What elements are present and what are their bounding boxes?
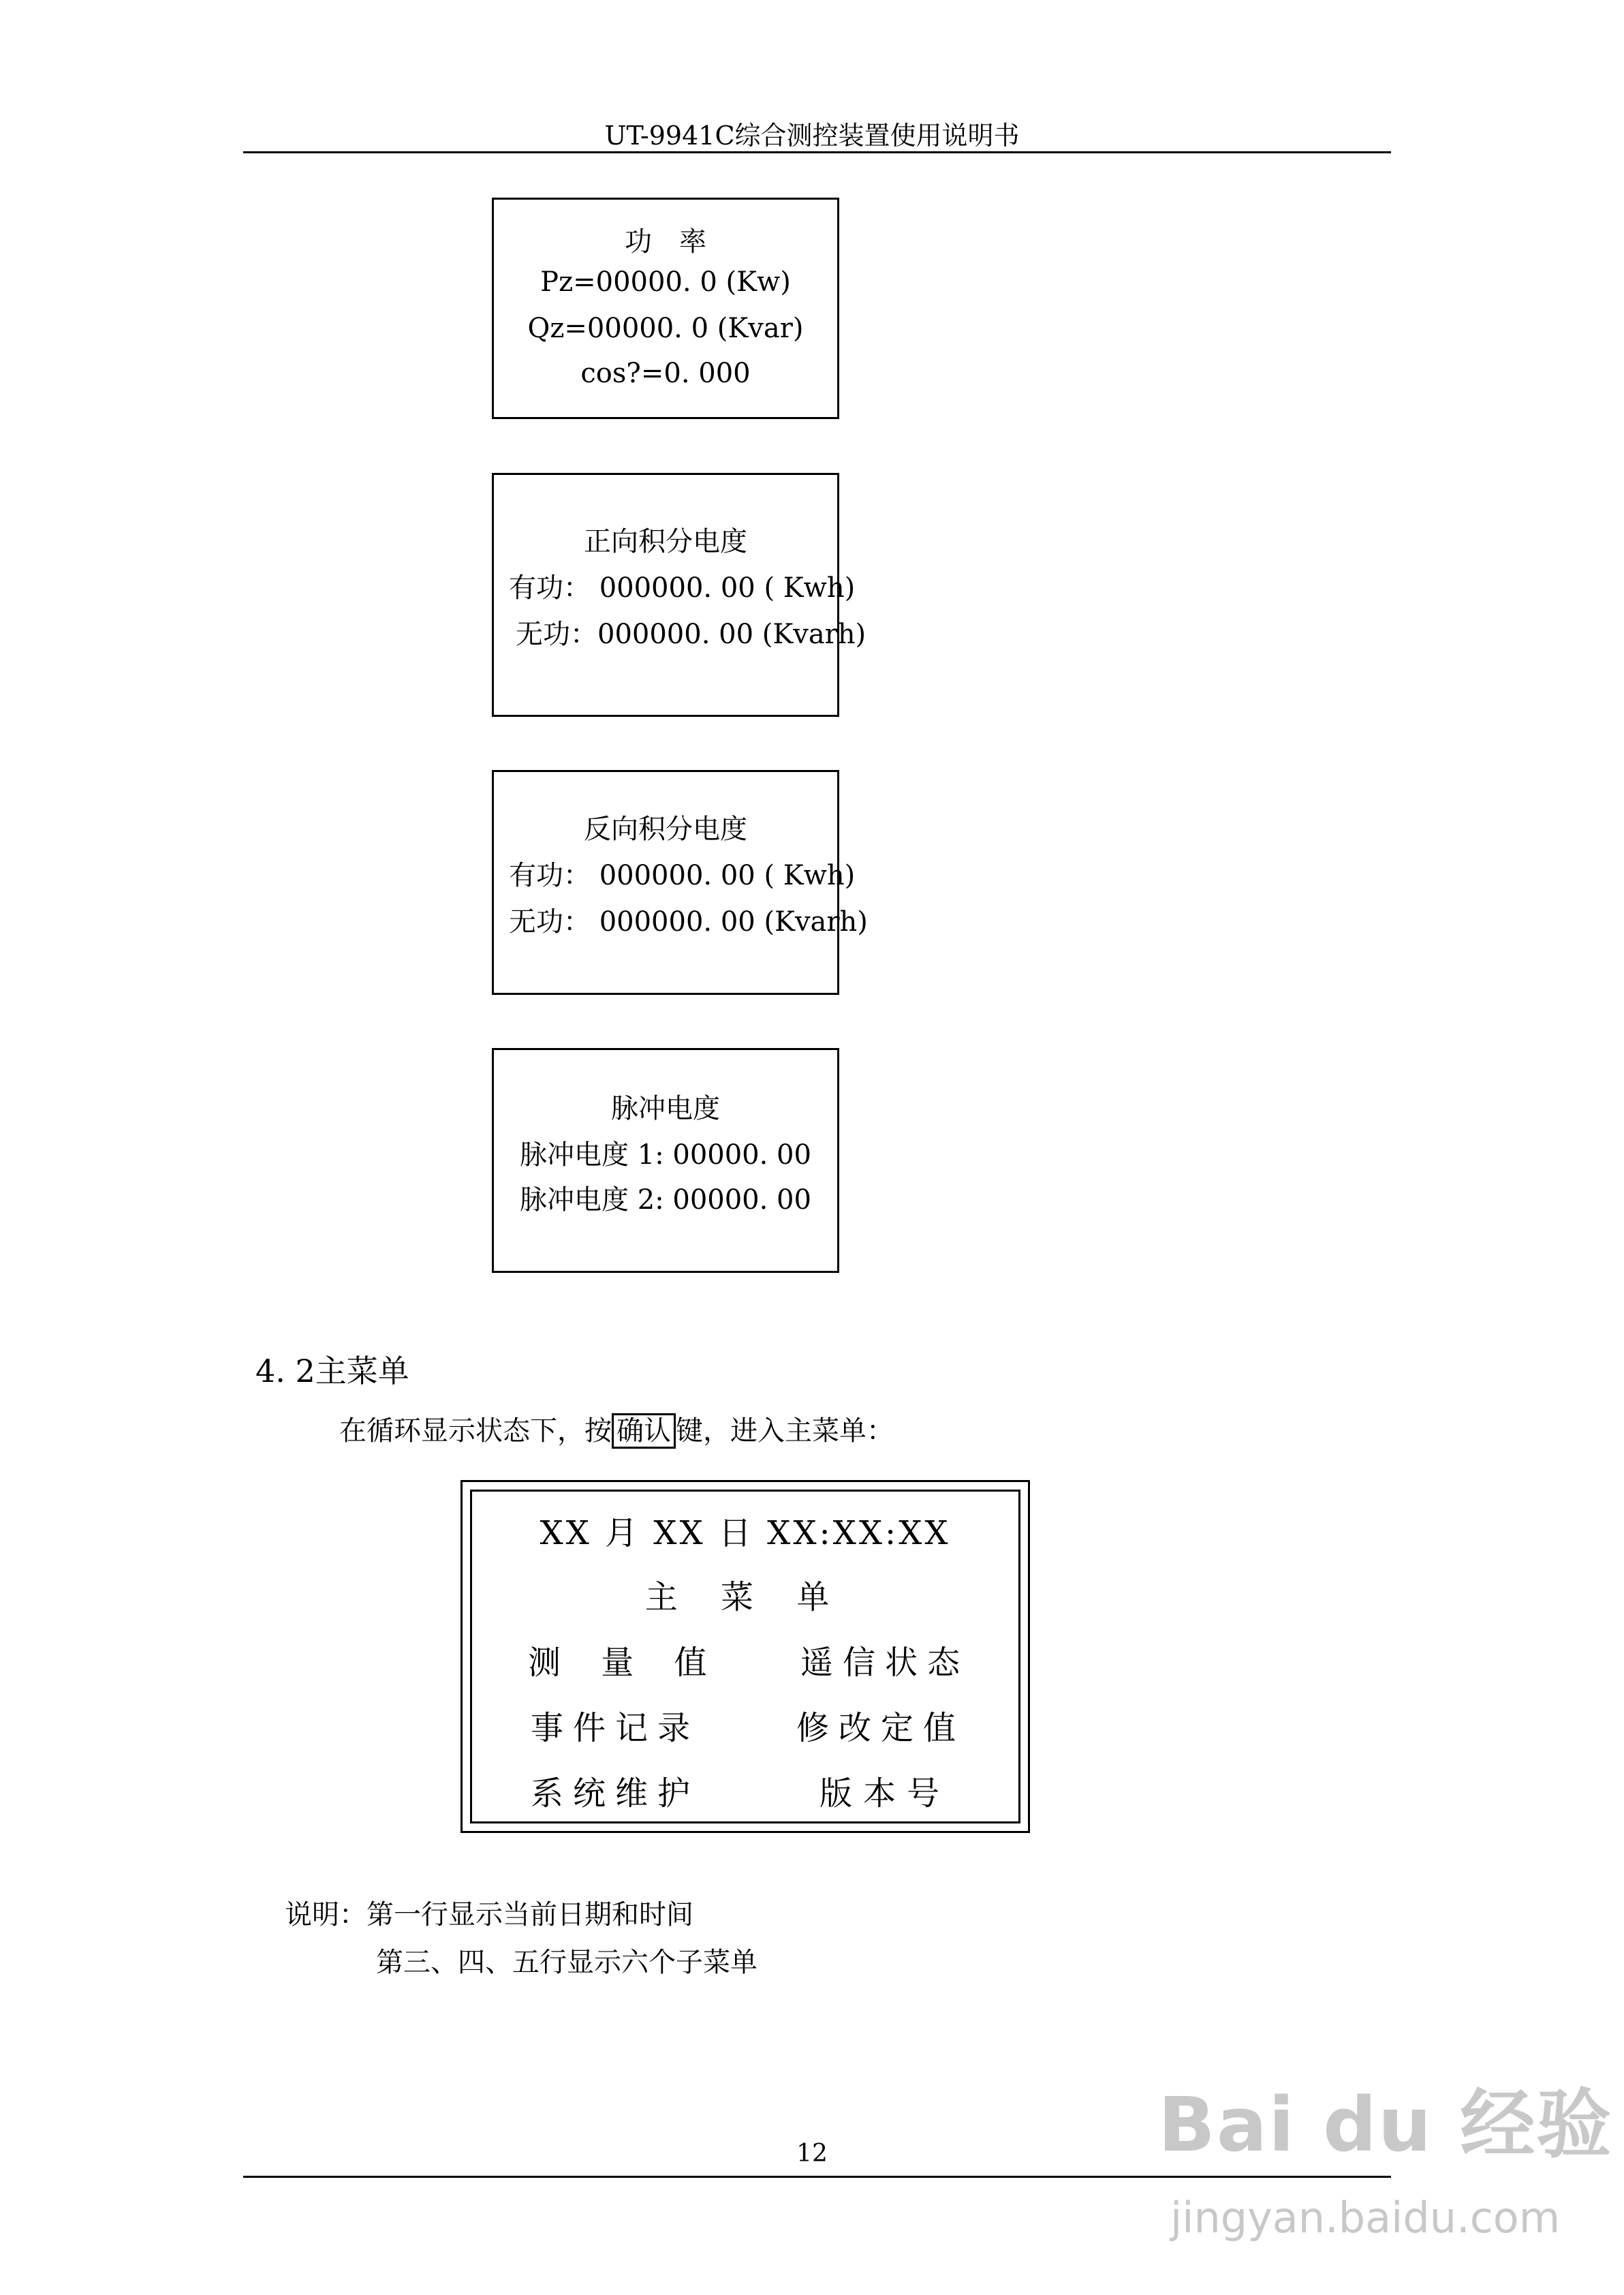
menu-item-version: 版本号 [819,1774,951,1813]
menu-item-remote-status: 遥信状态 [800,1644,970,1682]
screen-line: 无功：000000. 00 (Kvarh) [516,619,866,650]
screen-power [492,198,839,419]
menu-item-measure: 测 量 值 [528,1644,722,1682]
screen-title: 脉冲电度 [611,1093,720,1124]
note-line-2: 第三、四、五行显示六个子菜单 [376,1947,758,1978]
screen-title: 功 率 [625,226,706,258]
intro-text-before: 在循环显示状态下，按 [339,1415,612,1447]
screen-line: 有功： 000000. 00 ( Kwh) [509,572,856,604]
note-line-1: 说明：第一行显示当前日期和时间 [285,1899,693,1930]
confirm-key-label: 确认 [612,1413,676,1449]
baidu-watermark-url: jingyan.baidu.com [1170,2193,1561,2243]
screen-forward-energy [492,473,866,717]
screen-line: 脉冲电度 1: 00000. 00 [520,1139,811,1171]
baidu-watermark-logo: Bai du 经验 [1158,2081,1613,2168]
footer-rule [243,2176,1391,2178]
screen-pulse-energy [492,1048,839,1273]
menu-item-event-log: 事件记录 [531,1709,700,1747]
menu-datetime: XX 月 XX 日 XX:XX:XX [540,1514,951,1552]
screen-line: 脉冲电度 2: 00000. 00 [520,1184,811,1216]
screen-line: Qz=00000. 0 (Kvar) [527,313,804,344]
header-rule [243,151,1391,153]
menu-item-system-maintenance: 系统维护 [531,1774,700,1813]
screen-title: 正向积分电度 [584,526,747,557]
screen-main-menu [460,1480,1030,1833]
page-header-title: UT-9941C综合测控装置使用说明书 [604,121,1020,151]
menu-title: 主 菜 单 [644,1578,846,1616]
screen-reverse-energy [492,770,868,995]
screen-title: 反向积分电度 [584,814,747,845]
screen-line: cos?=0. 000 [580,358,751,389]
section-heading: 4. 2主菜单 [255,1353,409,1389]
screen-line: 有功： 000000. 00 ( Kwh) [509,860,856,891]
screen-line: 无功： 000000. 00 (Kvarh) [509,906,868,938]
section-intro [339,1409,894,1449]
intro-text-after: 键，进入主菜单： [676,1415,894,1447]
menu-item-modify-settings: 修改定值 [796,1709,966,1747]
page-number: 12 [796,2140,828,2168]
screen-line: Pz=00000. 0 (Kw) [540,266,791,298]
